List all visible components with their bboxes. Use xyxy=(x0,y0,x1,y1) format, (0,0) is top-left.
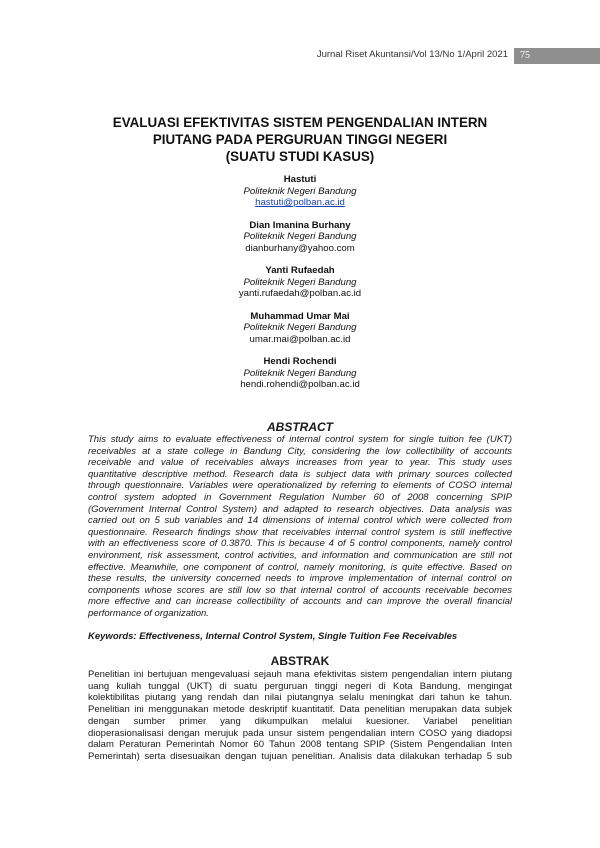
abstract-body xyxy=(88,434,512,620)
abstract-line: receivables at a state college in Bandung City, considering the low collectibility of accounts xyxy=(88,445,512,457)
journal-citation: Jurnal Riset Akuntansi/Vol 13/No 1/April 2021 xyxy=(316,49,508,60)
abstract-line: control system adopted in Government Regulation Number 60 of 2008 concerning SPIP xyxy=(88,491,512,503)
author-block xyxy=(0,174,600,209)
title-line: (SUATU STUDI KASUS) xyxy=(225,149,375,164)
abstract-line: quantitative descriptive method. Research data is subject data with primary sources collected xyxy=(88,468,512,480)
title-line: PIUTANG PADA PERGURUAN TINGGI NEGERI xyxy=(152,132,448,147)
abstract-line: these results, the university concerned needs to improve implementation of internal control on xyxy=(88,573,512,585)
abstract-line: more effective and can increase collectibility of accounts and can improve the overall financial xyxy=(88,596,512,608)
author-email: yanti.rufaedah@polban.ac.id xyxy=(238,288,362,299)
abstract-heading: ABSTRACT xyxy=(267,420,333,434)
author-name: Yanti Rufaedah xyxy=(265,265,335,276)
abstract-line: (Government Internal Control System) and adapted to research objectives. Data analysis was xyxy=(88,503,512,515)
abstract-line: with an effectiveness score of 0.3870. This is because 4 of 5 control components, namely control xyxy=(88,538,512,550)
abstrak-line: Penelitian ini menggunakan metode deskriptif kuantitatif. Data penelitian merupakan data subjek xyxy=(88,704,512,716)
author-affiliation: Politeknik Negeri Bandung xyxy=(243,367,357,379)
abstract-line: environment, risk assessment, control activities, and information and communication are still not xyxy=(88,549,512,561)
author-block xyxy=(0,311,600,346)
author-email: hendi.rohendi@polban.ac.id xyxy=(240,379,360,390)
author-block xyxy=(0,220,600,255)
author-name: Muhammad Umar Mai xyxy=(250,310,350,322)
author-name: Hendi Rochendi xyxy=(263,356,337,367)
abstrak-line: dengan sumber primer yang dikumpulkan melalui kuesioner. Variabel penelitian xyxy=(88,715,512,727)
author-email: dianburhany@yahoo.com xyxy=(245,242,355,254)
title-line: EVALUASI EFEKTIVITAS SISTEM PENGENDALIAN INTERN xyxy=(112,115,488,130)
abstract-line: carried out on 5 sub variables and 14 dimensions of internal control which were collected from xyxy=(88,515,512,527)
abstrak-heading: ABSTRAK xyxy=(270,654,330,668)
abstract-line: receivable and value of receivables always increases from year to year. This study uses xyxy=(88,457,512,469)
abstrak-body xyxy=(88,669,512,763)
abstrak-line: Pemerintah) serta disesuaikan dengan tujuan penelitian. Analisis data dilakukan terhadap 5 sub xyxy=(88,750,512,762)
running-header xyxy=(0,48,600,64)
abstrak-line: kolektibilitas piutang yang rendah dan nilai piutangnya selalu meningkat dari tahun ke tahun. xyxy=(88,692,512,704)
author-name: Hastuti xyxy=(283,174,317,185)
author-list xyxy=(0,174,600,402)
abstract-line: This study aims to evaluate effectiveness of internal control system for single tuition fee (UKT) xyxy=(88,434,512,445)
author-block xyxy=(0,356,600,391)
author-block xyxy=(0,265,600,300)
author-email: umar.mai@polban.ac.id xyxy=(249,333,351,345)
paper-title xyxy=(0,114,600,165)
abstrak-line: dalam Peraturan Pemerintah Nomor 60 Tahun 2008 tentang SPIP (Sistem Pengendalian Inten xyxy=(88,739,512,751)
author-affiliation: Politeknik Negeri Bandung xyxy=(243,276,357,288)
abstrak-line: Penelitian ini bertujuan mengevaluasi sejauh mana efektivitas sistem pengendalian intern piutang xyxy=(88,669,512,680)
author-name: Dian Imanina Burhany xyxy=(249,219,351,231)
abstrak-line: dioperasionalisasi dengan merujuk pada unsur sistem pengendalian intern COSO yang diadopsi xyxy=(88,727,512,739)
abstract-line: through questionnaire. Variables were operationalized by referring to elements of COSO internal xyxy=(88,480,512,492)
abstract-line: effective. Meanwhile, one component of control, namely monitoring, is quite effective. Based on xyxy=(88,561,512,573)
keywords: Keywords: Effectiveness, Internal Control System, Single Tuition Fee Receivables xyxy=(88,631,458,642)
page-number: 75 xyxy=(514,48,600,64)
abstract-line: components whose scores are still low so that internal control of accounts receivable becomes xyxy=(88,584,512,596)
abstract-line: performance of organization. xyxy=(88,607,209,619)
author-affiliation: Politeknik Negeri Bandung xyxy=(243,322,357,333)
abstract-line: questionnaire. Research findings show that receivables internal control system is still ineffective xyxy=(88,526,512,538)
author-affiliation: Politeknik Negeri Bandung xyxy=(243,185,357,197)
author-affiliation: Politeknik Negeri Bandung xyxy=(243,231,357,242)
author-email-link[interactable]: hastuti@polban.ac.id xyxy=(255,197,345,208)
abstrak-line: uang kuliah tunggal (UKT) di suatu perguruan tinggi negeri di Kota Bandung, mengingat xyxy=(88,680,512,692)
